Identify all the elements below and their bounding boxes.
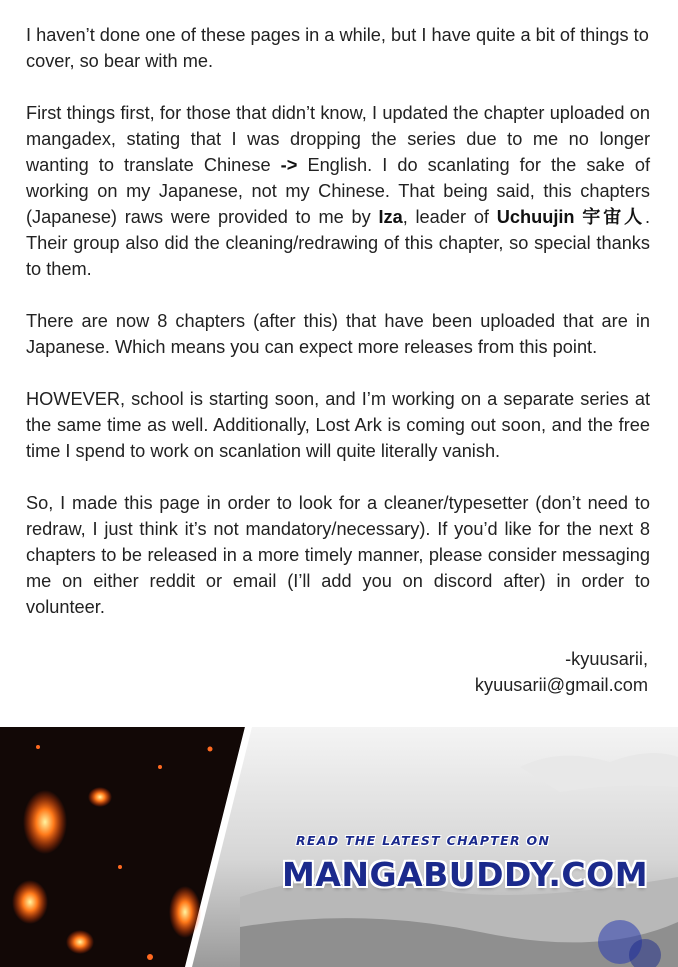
paragraph-intro: I haven’t done one of these pages in a while, but I have quite a bit of things to cover, so bear with me. — [26, 25, 649, 71]
update-text-1: First things first, for those that didn’t know, I updated the chapter uploaded on mangadex, stating that I was dropping the series due to me no longer wanting to translate Chinese — [26, 103, 650, 175]
provider-name: Iza — [378, 207, 403, 227]
banner-brand[interactable]: MANGABUDDY.COM — [282, 855, 649, 894]
flame-4 — [169, 886, 201, 938]
flame-2 — [88, 787, 112, 807]
group-name: Uchuujin 宇宙人 — [496, 207, 645, 227]
flame-5 — [66, 930, 94, 954]
update-text-4: . Their group also did the cleaning/redrawing of this chapter, so special thanks to them. — [26, 207, 650, 279]
ember-3 — [36, 745, 40, 749]
paragraph-chapters: There are now 8 chapters (after this) that have been uploaded that are in Japanese. Which means you can expect more releases from this point. — [26, 311, 650, 357]
paragraph-request: So, I made this page in order to look for a cleaner/typesetter (don’t need to redraw, I just think it’s not mandatory/necessary). If you’d like for the next 8 chapters to be released in a more timely manner, please consider messaging me on either reddit or email (I’ll add you on discord after) in order to volunteer. — [26, 493, 650, 617]
banner-tagline: READ THE LATEST CHAPTER ON — [296, 833, 551, 848]
signature-block — [475, 646, 648, 698]
ember-1 — [158, 765, 162, 769]
flame-3 — [12, 880, 48, 924]
update-text-3: , leader of — [402, 207, 497, 227]
paragraph-however: HOWEVER, school is starting soon, and I’m working on a separate series at the same time as well. Additionally, Lost Ark is coming out soon, and the free time I spend to work on scanlation will quite literally vanish. — [26, 389, 650, 461]
signature-email[interactable]: kyuusarii@gmail.com — [474, 675, 648, 695]
flame-1 — [23, 790, 67, 854]
ember-5 — [147, 954, 153, 960]
signature-name: -kyuusarii, — [565, 649, 648, 669]
paragraph-update — [26, 100, 650, 282]
promo-banner[interactable] — [0, 727, 678, 967]
ember-2 — [208, 747, 213, 752]
update-text-2: English. I do scanlating for the sake of working on my Japanese, not my Chinese. That being said, this chapters (Japanese) raws were provided to me by — [26, 155, 650, 227]
letter-body — [26, 22, 650, 646]
arrow-text: -> — [280, 155, 298, 175]
ember-4 — [118, 865, 122, 869]
